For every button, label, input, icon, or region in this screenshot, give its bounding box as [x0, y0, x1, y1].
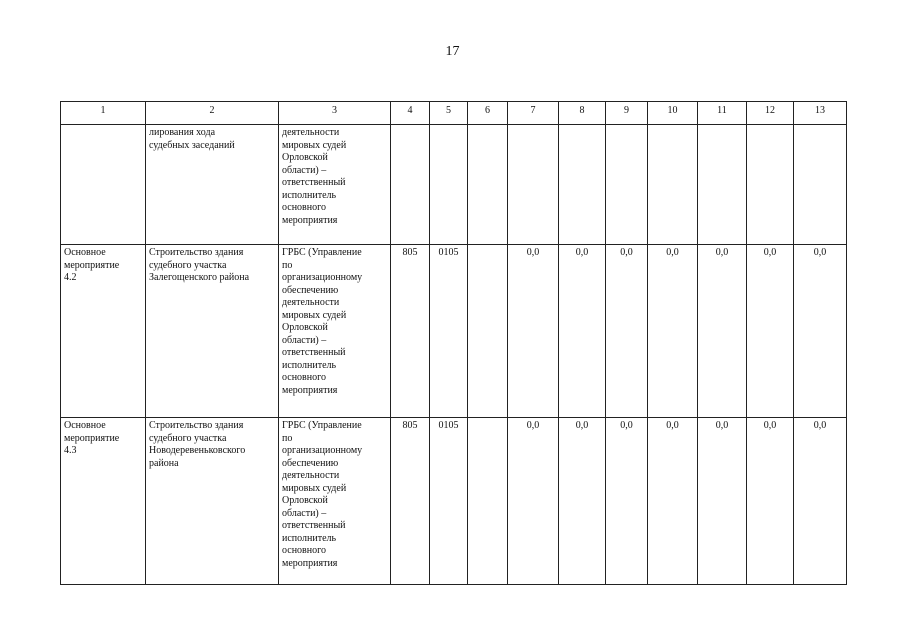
header-cell: 3 [279, 102, 391, 125]
value-cell: 0,0 [606, 245, 648, 418]
table-row [61, 125, 847, 245]
section-code-cell [430, 125, 468, 245]
header-cell: 8 [559, 102, 606, 125]
table-row [61, 418, 847, 585]
table-row [61, 245, 847, 418]
header-cell: 11 [698, 102, 747, 125]
value-cell [794, 125, 847, 245]
header-cell: 13 [794, 102, 847, 125]
value-cell: 0,0 [559, 245, 606, 418]
value-cell: 0,0 [794, 418, 847, 585]
header-cell: 2 [146, 102, 279, 125]
value-cell: 0,0 [648, 245, 698, 418]
value-cell [648, 125, 698, 245]
header-cell: 4 [391, 102, 430, 125]
header-cell: 6 [468, 102, 508, 125]
value-cell: 0,0 [794, 245, 847, 418]
section-code-cell: 0105 [430, 245, 468, 418]
grbs-code-cell: 805 [391, 245, 430, 418]
activity-cell: Основное мероприятие 4.3 [61, 418, 146, 585]
responsible-cell: ГРБС (Управление по организационному обеспечению деятельности мировых судей Орловской области) – ответственный исполнитель основного мероприятия [279, 245, 391, 418]
grbs-code-cell: 805 [391, 418, 430, 585]
grbs-code-cell [391, 125, 430, 245]
header-cell: 7 [508, 102, 559, 125]
value-cell [559, 125, 606, 245]
value-cell [508, 125, 559, 245]
section-code-cell: 0105 [430, 418, 468, 585]
budget-table [60, 101, 847, 585]
responsible-cell: деятельности мировых судей Орловской области) – ответственный исполнитель основного мероприятия [279, 125, 391, 245]
activity-cell [61, 125, 146, 245]
table-header-row [61, 102, 847, 125]
value-cell: 0,0 [698, 245, 747, 418]
col6-cell [468, 125, 508, 245]
value-cell: 0,0 [508, 245, 559, 418]
activity-name-cell: Строительство здания судебного участка Новодеревеньковского района [146, 418, 279, 585]
col6-cell [468, 245, 508, 418]
header-cell: 1 [61, 102, 146, 125]
value-cell: 0,0 [559, 418, 606, 585]
col6-cell [468, 418, 508, 585]
activity-name-cell: Строительство здания судебного участка Залегощенского района [146, 245, 279, 418]
value-cell: 0,0 [648, 418, 698, 585]
header-cell: 9 [606, 102, 648, 125]
value-cell: 0,0 [747, 418, 794, 585]
value-cell [747, 125, 794, 245]
header-cell: 5 [430, 102, 468, 125]
header-cell: 12 [747, 102, 794, 125]
value-cell: 0,0 [747, 245, 794, 418]
activity-cell: Основное мероприятие 4.2 [61, 245, 146, 418]
value-cell: 0,0 [606, 418, 648, 585]
value-cell [606, 125, 648, 245]
value-cell: 0,0 [698, 418, 747, 585]
page-number: 17 [445, 44, 460, 59]
value-cell [698, 125, 747, 245]
activity-name-cell: лирования хода судебных заседаний [146, 125, 279, 245]
header-cell: 10 [648, 102, 698, 125]
value-cell: 0,0 [508, 418, 559, 585]
responsible-cell: ГРБС (Управление по организационному обеспечению деятельности мировых судей Орловской области) – ответственный исполнитель основного мероприятия [279, 418, 391, 585]
